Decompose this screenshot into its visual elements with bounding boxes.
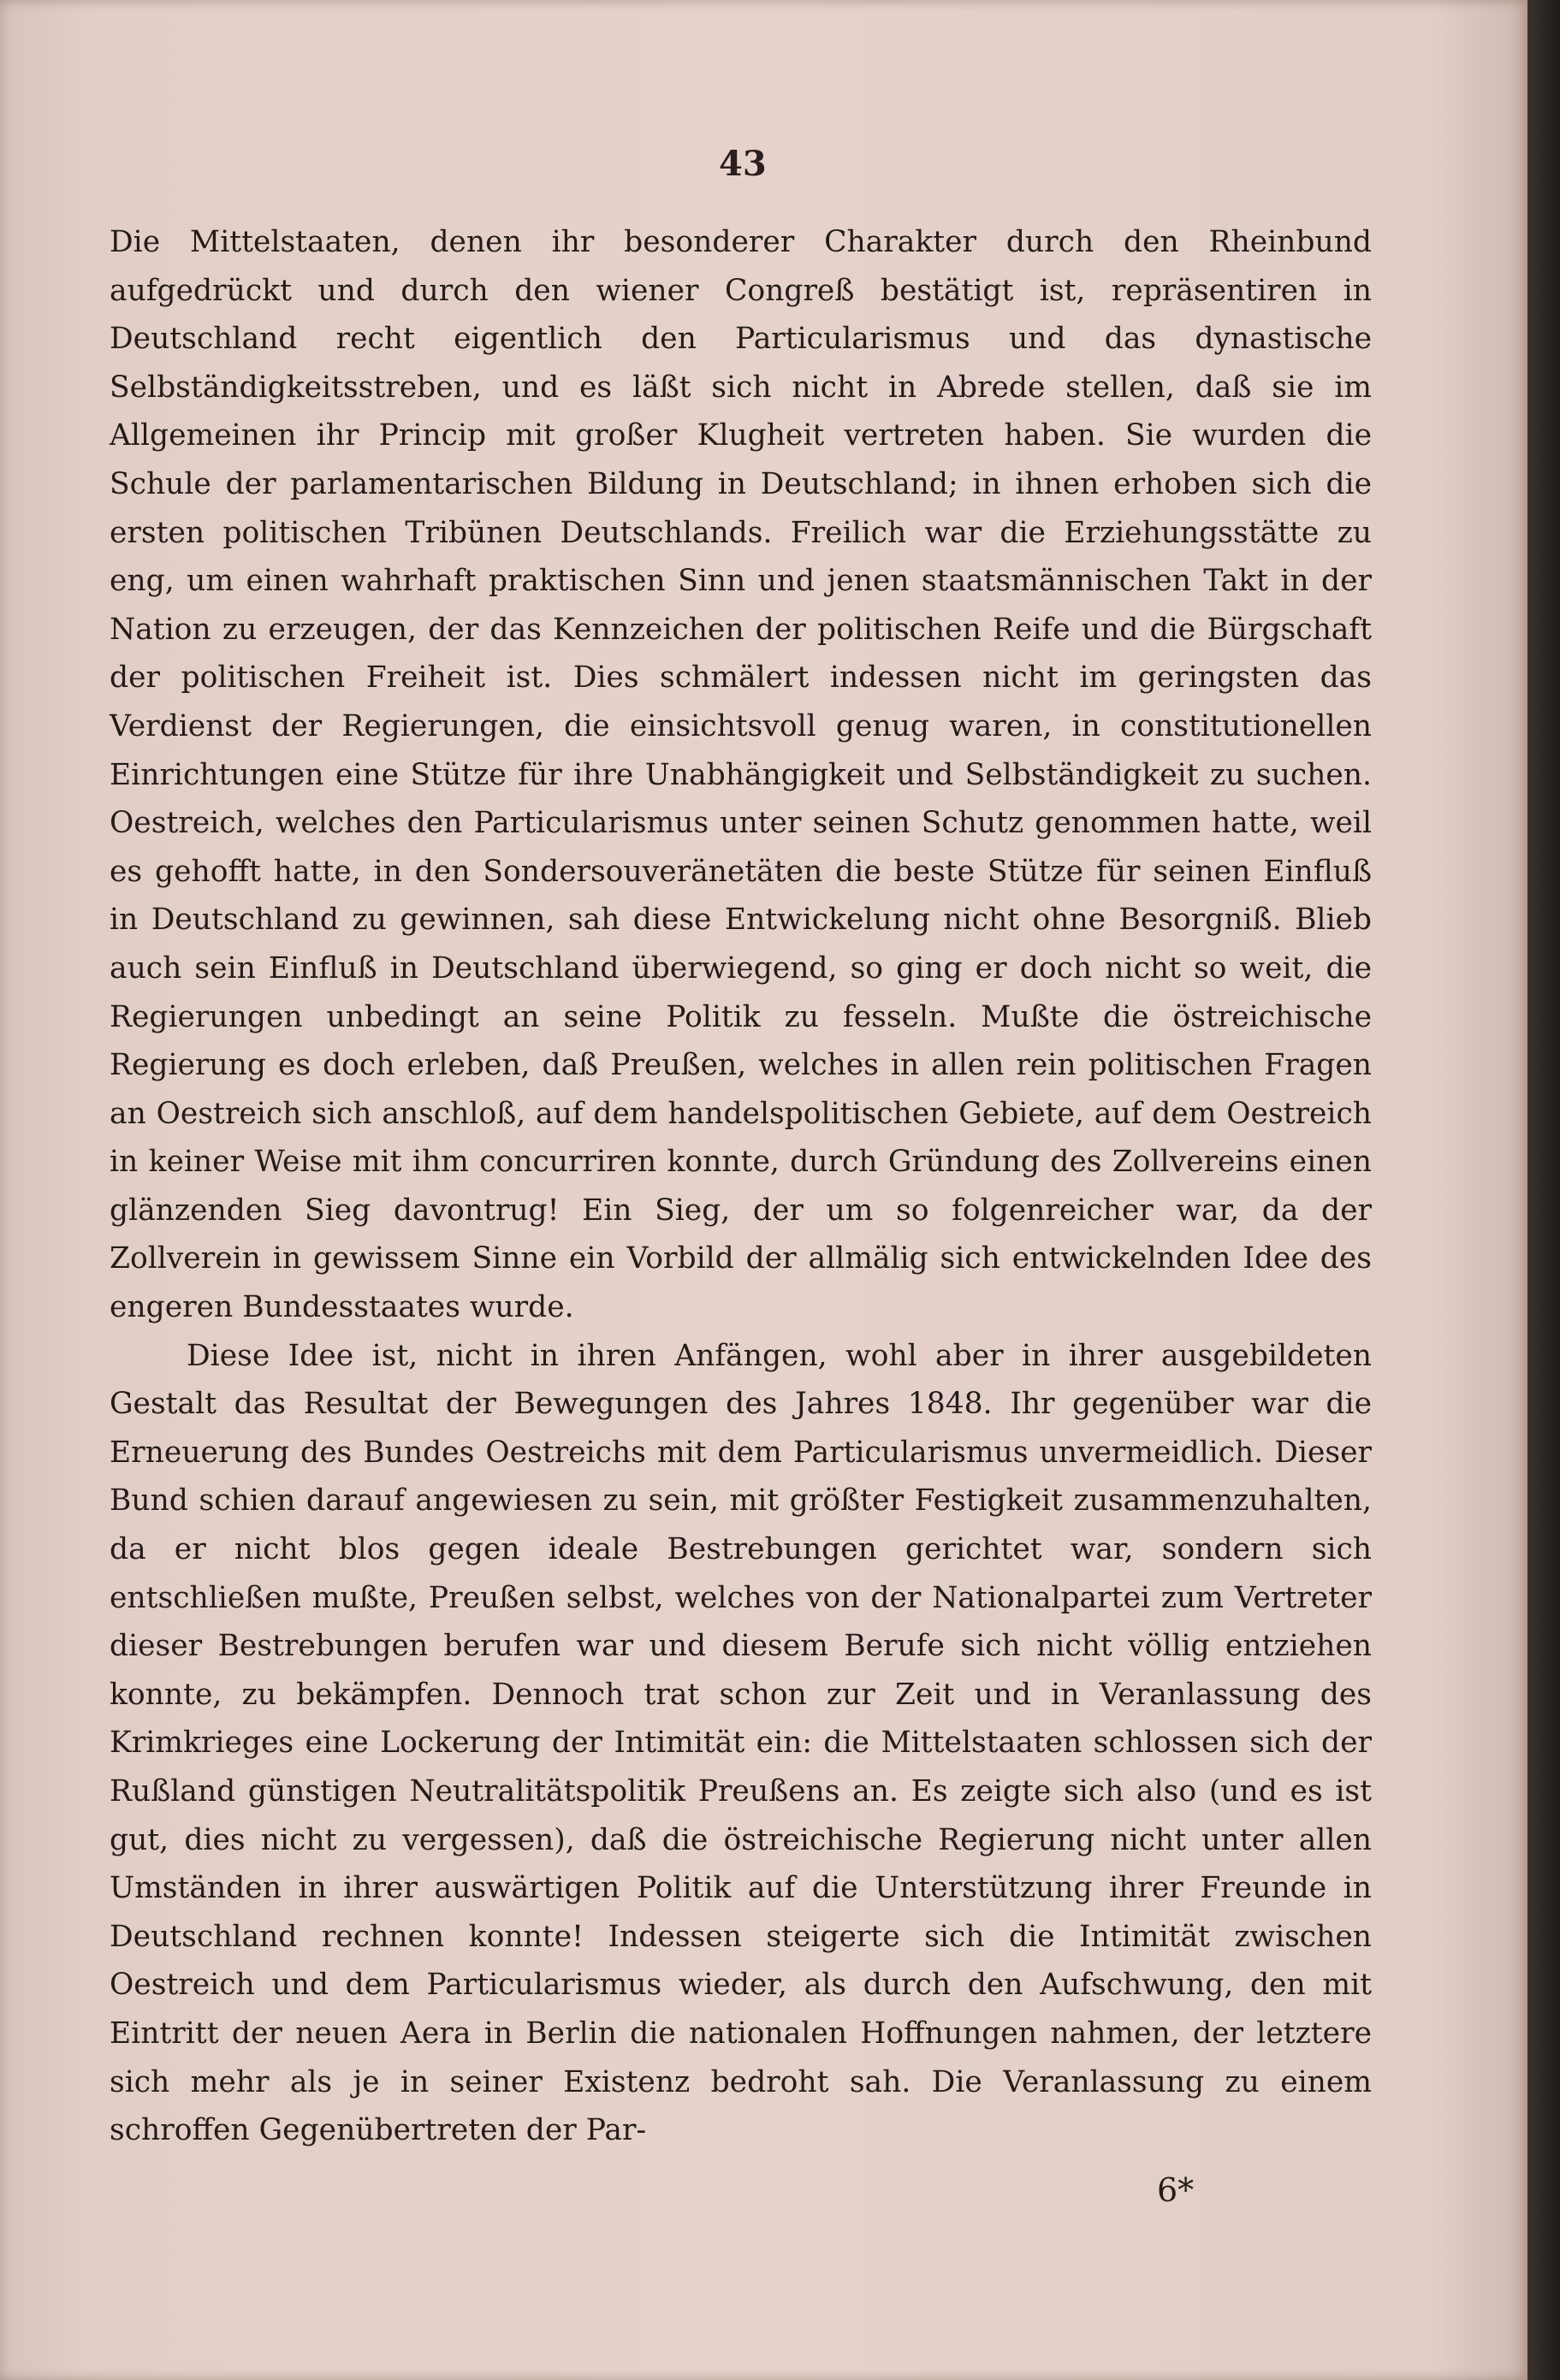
- scan-edge: [1527, 0, 1560, 2380]
- paragraph-2: Diese Idee ist, nicht in ihren Anfängen, wohl aber in ihrer ausgebildeten Gestalt das Resultat der Bewegungen des Jahres 1848. Ihr gegenüber war die Erneuerung des Bundes Oestreichs mit dem Particularismus unvermeidlich. Dieser Bund schien darauf angewiesen zu sein, mit größter Festigkeit zusammenzuhalten, da er nicht blos gegen ideale Bestrebungen gerichtet war, sondern sich entschließen mußte, Preußen selbst, welches von der Nationalpartei zum Vertreter dieser Bestrebungen berufen war und diesem Berufe sich nicht völlig entziehen konnte, zu bekämpfen. Dennoch trat schon zur Zeit und in Veranlassung des Krimkrieges eine Lockerung der Intimität ein: die Mittelstaaten schlossen sich der Rußland günstigen Neutralitätspolitik Preußens an. Es zeigte sich also (und es ist gut, dies nicht zu vergessen), daß die östreichische Regierung nicht unter allen Umständen in ihrer auswärtigen Politik auf die Unterstützung ihrer Freunde in Deutschland rechnen konnte! Indessen steigerte sich die Intimität zwischen Oestreich und dem Particularismus wieder, als durch den Aufschwung, den mit Eintritt der neuen Aera in Berlin die nationalen Hoffnungen nahmen, der letztere sich mehr als je in seiner Existenz bedroht sah. Die Veranlassung zu einem schroffen Gegenübertreten der Par-: [110, 1338, 1372, 2148]
- signature-mark: 6*: [1157, 2171, 1195, 2209]
- page-number: 43: [719, 144, 767, 184]
- body-text: [110, 218, 1372, 2155]
- paragraph-1: Die Mittelstaaten, denen ihr besonderer Charakter durch den Rheinbund aufgedrückt und durch den wiener Congreß bestätigt ist, repräsentiren in Deutschland recht eigentlich den Particularismus und das dynastische Selbständigkeitsstreben, und es läßt sich nicht in Abrede stellen, daß sie im Allgemeinen ihr Princip mit großer Klugheit vertreten haben. Sie wurden die Schule der parlamentarischen Bildung in Deutschland; in ihnen erhoben sich die ersten politischen Tribünen Deutschlands. Freilich war die Erziehungsstätte zu eng, um einen wahrhaft praktischen Sinn und jenen staatsmännischen Takt in der Nation zu erzeugen, der das Kennzeichen der politischen Reife und die Bürgschaft der politischen Freiheit ist. Dies schmälert indessen nicht im geringsten das Verdienst der Regierungen, die einsichtsvoll genug waren, in constitutionellen Einrichtungen eine Stütze für ihre Unabhängigkeit und Selbständigkeit zu suchen. Oestreich, welches den Particularismus unter seinen Schutz genommen hatte, weil es gehofft hatte, in den Sondersouveränetäten die beste Stütze für seinen Einfluß in Deutschland zu gewinnen, sah diese Entwickelung nicht ohne Besorgniß. Blieb auch sein Einfluß in Deutschland überwiegend, so ging er doch nicht so weit, die Regierungen unbedingt an seine Politik zu fesseln. Mußte die östreichische Regierung es doch erleben, daß Preußen, welches in allen rein politischen Fragen an Oestreich sich anschloß, auf dem handelspolitischen Gebiete, auf dem Oestreich in keiner Weise mit ihm concurriren konnte, durch Gründung des Zollvereins einen glänzenden Sieg davontrug! Ein Sieg, der um so folgenreicher war, da der Zollverein in gewissem Sinne ein Vorbild der allmälig sich entwickelnden Idee des engeren Bundesstaates wurde.: [110, 225, 1372, 1325]
